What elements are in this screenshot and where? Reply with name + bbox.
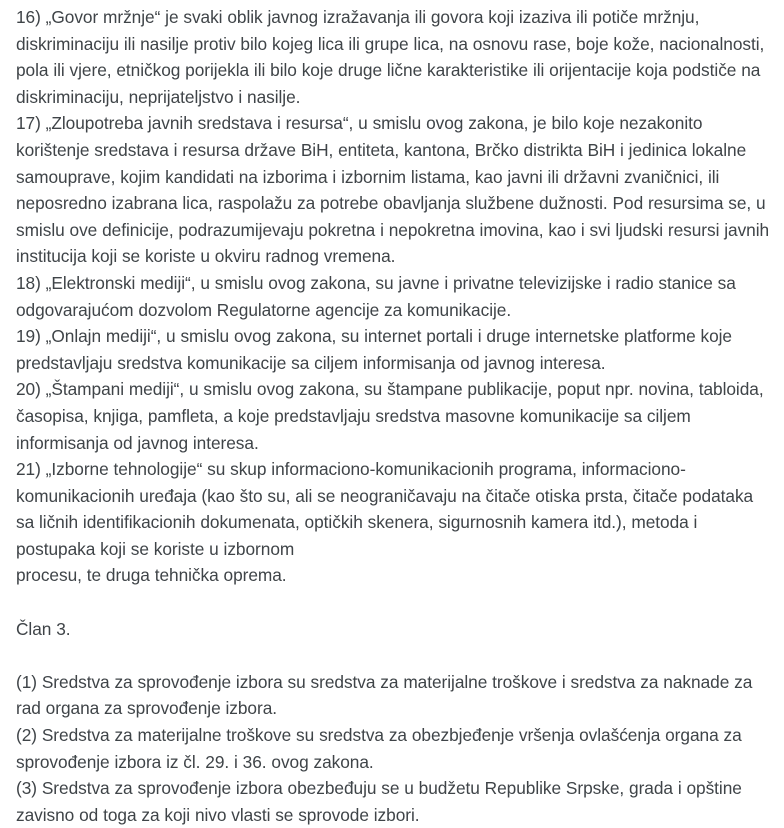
definition-paragraph-17: 17) „Zloupotreba javnih sredstava i resursa“, u smislu ovog zakona, je bilo koje nezakonito korištenje sredstava i resursa države BiH, entiteta, kantona, Brčko distrikta BiH i jedinica lokalne samouprave, kojim kandidati na izborima i izbornim listama, kao javni ili državni zvaničnici, ili neposredno izabrana lica, raspolažu za potrebe obavljanja službene dužnosti. Pod resursima se, u smislu ove definicije, podrazumijevaju pokretna i nepokretna imovina, kao i svi ljudski resursi javnih institucija koji se koriste u okviru radnog vremena. (16, 113, 770, 267)
article-paragraph-2: (2) Sredstva za materijalne troškove su sredstva za obezbjeđenje vršenja ovlašćenja organa za sprovođenje izbora iz čl. 29. i 36. ovog zakona. (16, 725, 742, 772)
spacer-before-article-heading (16, 589, 770, 616)
definition-paragraph-21: 21) „Izborne tehnologije“ su skup informaciono-komunikacionih programa, informaciono-komunikacionih uređaja (kao što su, ali se neograničavaju na čitače otiska prsta, čitače podataka sa ličnih identifikacionih dokumenata, optičkih skenera, sigurnosnih kamera itd.), metoda i postupaka koji se koriste u izbornom (16, 459, 754, 559)
definition-paragraph-21-continuation: procesu, te druga tehnička oprema. (16, 565, 287, 586)
article-paragraph-1: (1) Sredstva za sprovođenje izbora su sredstva za materijalne troškove i sredstva za naknade za rad organa za sprovođenje izbora. (16, 671, 753, 719)
spacer-after-article-heading (16, 642, 770, 669)
article-heading: Član 3. (16, 618, 71, 639)
definition-paragraph-20: 20) „Štampani mediji“, u smislu ovog zakona, su štampane publikacije, poput npr. novina, tabloida, časopisa, knjiga, pamfleta, a koje predstavljaju sredstva masovne komunikacije sa ciljem informisanja od javnog interesa. (16, 379, 764, 453)
definition-paragraph-19: 19) „Onlajn mediji“, u smislu ovog zakona, su internet portali i druge internetske platforme koje predstavljaju sredstva komunikacije sa ciljem informisanja od javnog interesa. (16, 326, 732, 373)
definition-paragraph-18: 18) „Elektronski mediji“, u smislu ovog zakona, su javne i privatne televizijske i radio stanice sa odgovarajućom dozvolom Regulatorne agencije za komunikacije. (16, 272, 736, 320)
definition-paragraph-16: 16) „Govor mržnje“ je svaki oblik javnog izražavanja ili govora koji izaziva ili potiče mržnju, diskriminaciju ili nasilje protiv bilo kojeg lica ili grupe lica, na osnovu rase, boje kože, nacionalnosti, pola ili vjere, etničkog porijekla ili bilo koje druge lične karakteristike ili orijentacije koja podstiče na diskriminaciju, neprijateljstvo i nasilje. (16, 7, 765, 107)
document-body (16, 4, 770, 828)
article-paragraph-3: (3) Sredstva za sprovođenje izbora obezbeđuju se u budžetu Republike Srpske, grada i opštine zavisno od toga za koji nivo vlasti se sprovode izbori. (16, 778, 742, 825)
